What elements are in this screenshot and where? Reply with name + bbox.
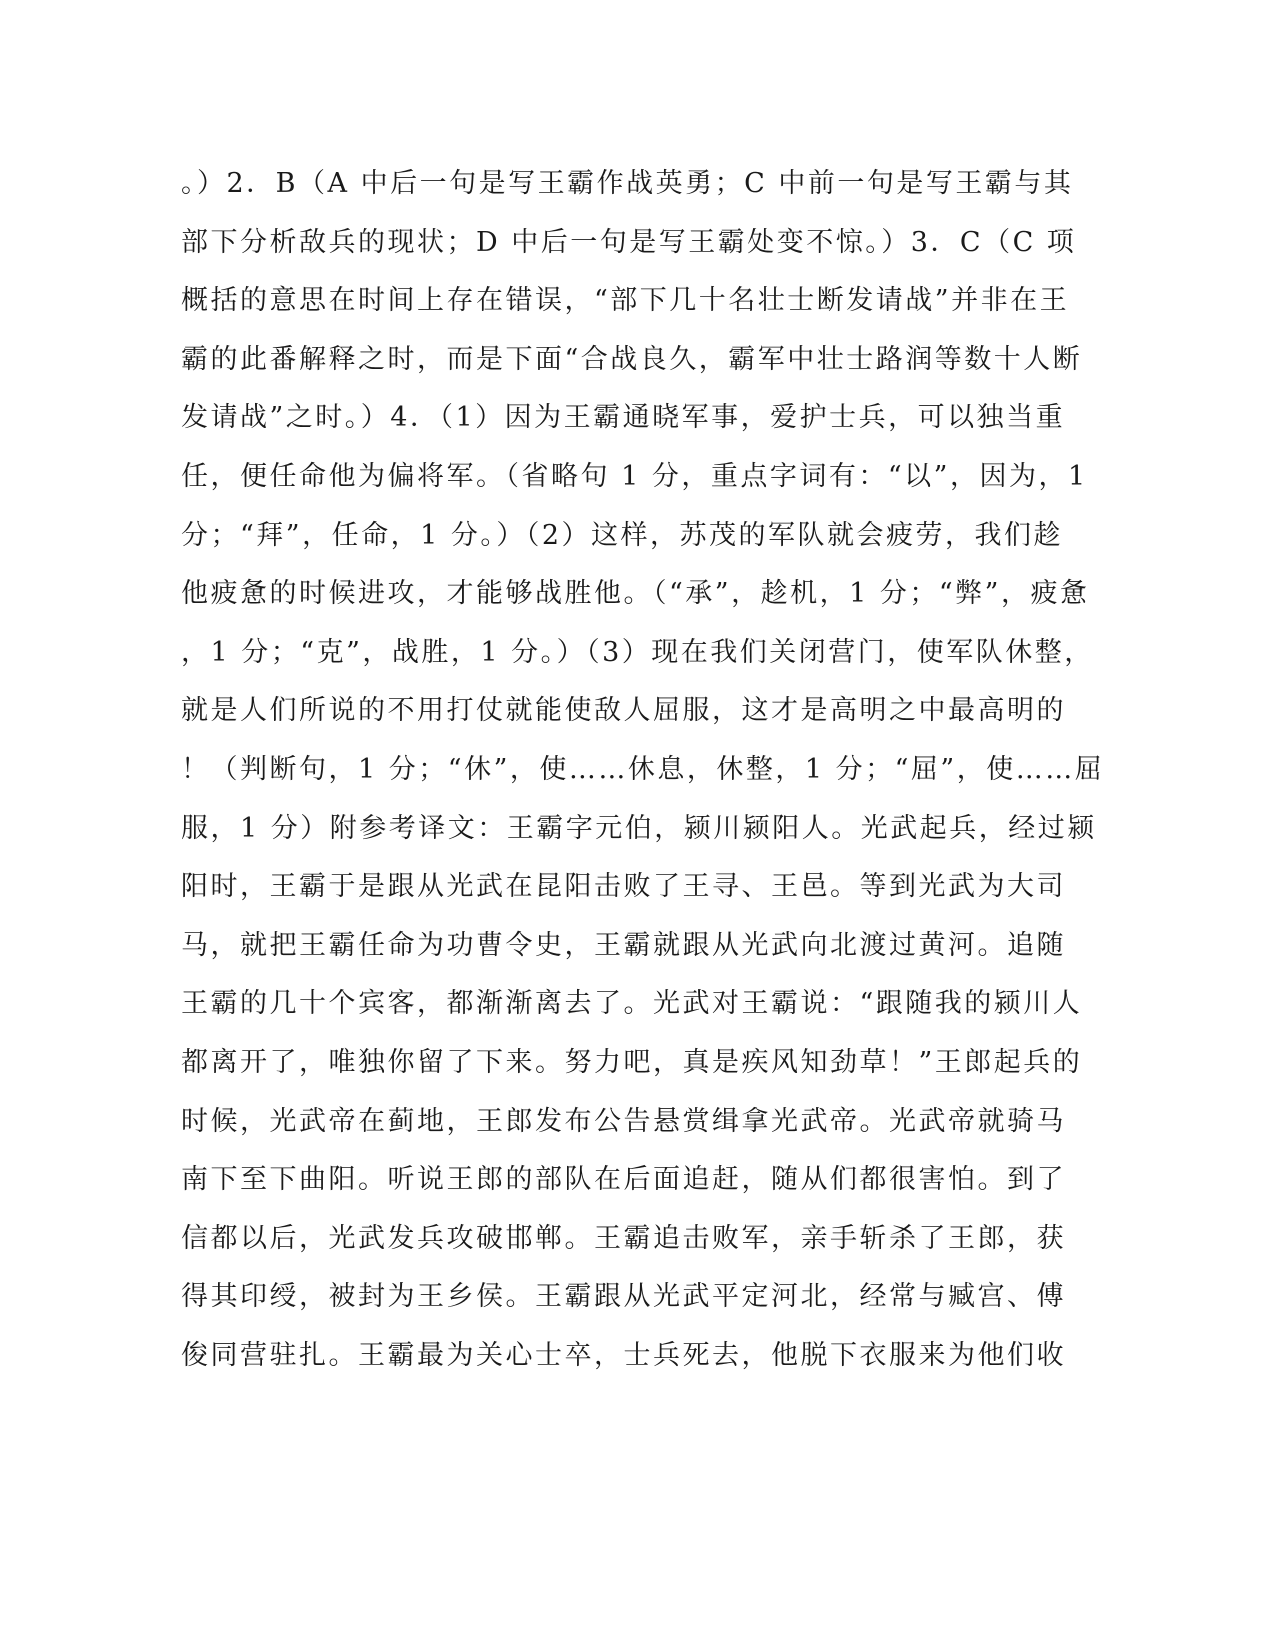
text-line: ，1 分；“克”，战胜，1 分。）（3）现在我们关闭营门，使军队休整， (181, 636, 1094, 668)
text-line: 发请战”之时。）4．（1）因为王霸通晓军事，爱护士兵，可以独当重 (181, 402, 1066, 434)
body-text (181, 155, 1105, 1385)
text-line: 信都以后，光武发兵攻破邯郸。王霸追击败军，亲手斩杀了王郎，获 (181, 1222, 1066, 1254)
text-line: 王霸的几十个宾客，都渐渐离去了。光武对王霸说：“跟随我的颍川人 (181, 988, 1083, 1020)
text-line: 他疲惫的时候进攻，才能够战胜他。（“承”，趁机，1 分；“弊”，疲惫 (181, 578, 1090, 610)
text-line: ！（判断句，1 分；“休”，使……休息，休整，1 分；“屈”，使……屈 (181, 753, 1105, 785)
text-line: 任，便任命他为偏将军。（省略句 1 分，重点字词有：“以”，因为，1 (181, 460, 1088, 492)
text-line: 就是人们所说的不用打仗就能使敌人屈服，这才是高明之中最高明的 (181, 695, 1066, 727)
text-line: 时候，光武帝在蓟地，王郎发布公告悬赏缉拿光武帝。光武帝就骑马 (181, 1105, 1066, 1137)
text-line: 俊同营驻扎。王霸最为关心士卒，士兵死去，他脱下衣服来为他们收 (181, 1339, 1066, 1371)
text-line: 。）2．B（A 中后一句是写王霸作战英勇；C 中前一句是写王霸与其 (181, 168, 1074, 199)
text-line: 服，1 分）附参考译文：王霸字元伯，颍川颍阳人。光武起兵，经过颍 (181, 812, 1097, 844)
text-line: 分；“拜”，任命，1 分。）（2）这样，苏茂的军队就会疲劳，我们趁 (181, 519, 1064, 551)
text-line: 阳时，王霸于是跟从光武在昆阳击败了王寻、王邑。等到光武为大司 (181, 871, 1066, 903)
text-line: 部下分析敌兵的现状；D 中后一句是写王霸处变不惊。）3．C（C 项 (181, 226, 1077, 258)
text-line: 马，就把王霸任命为功曹令史，王霸就跟从光武向北渡过黄河。追随 (181, 929, 1066, 961)
text-line: 都离开了，唯独你留了下来。努力吧，真是疾风知劲草！”王郎起兵的 (181, 1046, 1083, 1078)
text-line: 得其印绶，被封为王乡侯。王霸跟从光武平定河北，经常与臧宫、傅 (181, 1281, 1066, 1313)
text-line: 霸的此番解释之时，而是下面“合战良久，霸军中壮士路润等数十人断 (181, 343, 1083, 375)
text-line: 概括的意思在时间上存在错误，“部下几十名壮士断发请战”并非在王 (181, 285, 1070, 317)
text-line: 南下至下曲阳。听说王郎的部队在后面追赶，随从们都很害怕。到了 (181, 1164, 1066, 1196)
